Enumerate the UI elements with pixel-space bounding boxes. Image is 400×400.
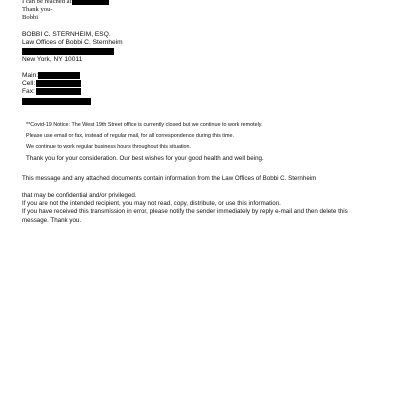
disclaimer-privileged: that may be confidential and/or privileged.: [22, 192, 137, 199]
signature-city: New York, NY 10011: [22, 56, 83, 63]
redacted-address: [22, 48, 114, 55]
disclaimer-intro: This message and any attached documents contain information from the Law Offices of Bobbi C. Sternheim: [22, 175, 317, 182]
disclaimer-error-notice: If you have received this transmission in error, please notify the sender immediately by reply e-mail and then delete this: [22, 208, 348, 215]
consideration-thanks: Thank you for your consideration. Our best wishes for your good health and well being.: [26, 155, 264, 162]
disclaimer-not-recipient: If you are not the intended recipient, you may not read, copy, distribute, or use this information.: [22, 200, 281, 207]
fax-label: Fax:: [22, 88, 35, 95]
thanks-line: Thank you-: [22, 6, 53, 13]
signature-name: BOBBI C. STERNHEIM, ESQ.: [22, 31, 111, 38]
business-hours-notice: We continue to work regular business hours throughout this situation.: [26, 144, 192, 150]
disclaimer-thanks: message. Thank you.: [22, 217, 82, 224]
redacted-contact: [72, 0, 109, 5]
sender-first-name: Bobbi: [22, 14, 39, 21]
signature-firm: Law Offices of Bobbi C. Sternheim: [22, 39, 123, 46]
redacted-cell-phone: [36, 80, 81, 87]
redacted-fax: [36, 88, 81, 95]
email-fax-notice: Please use email or fax, instead of regular mail, for all correspondence during this time.: [26, 133, 234, 139]
redacted-main-phone: [38, 72, 80, 79]
covid-notice: **Covid-19 Notice: The West 19th Street office is currently closed but we continue to work remotely.: [26, 122, 263, 128]
reach-line: I can be reached at: [22, 0, 72, 5]
redacted-email: [22, 98, 91, 105]
cell-phone-label: Cell:: [22, 80, 36, 87]
main-phone-label: Main:: [22, 72, 39, 79]
